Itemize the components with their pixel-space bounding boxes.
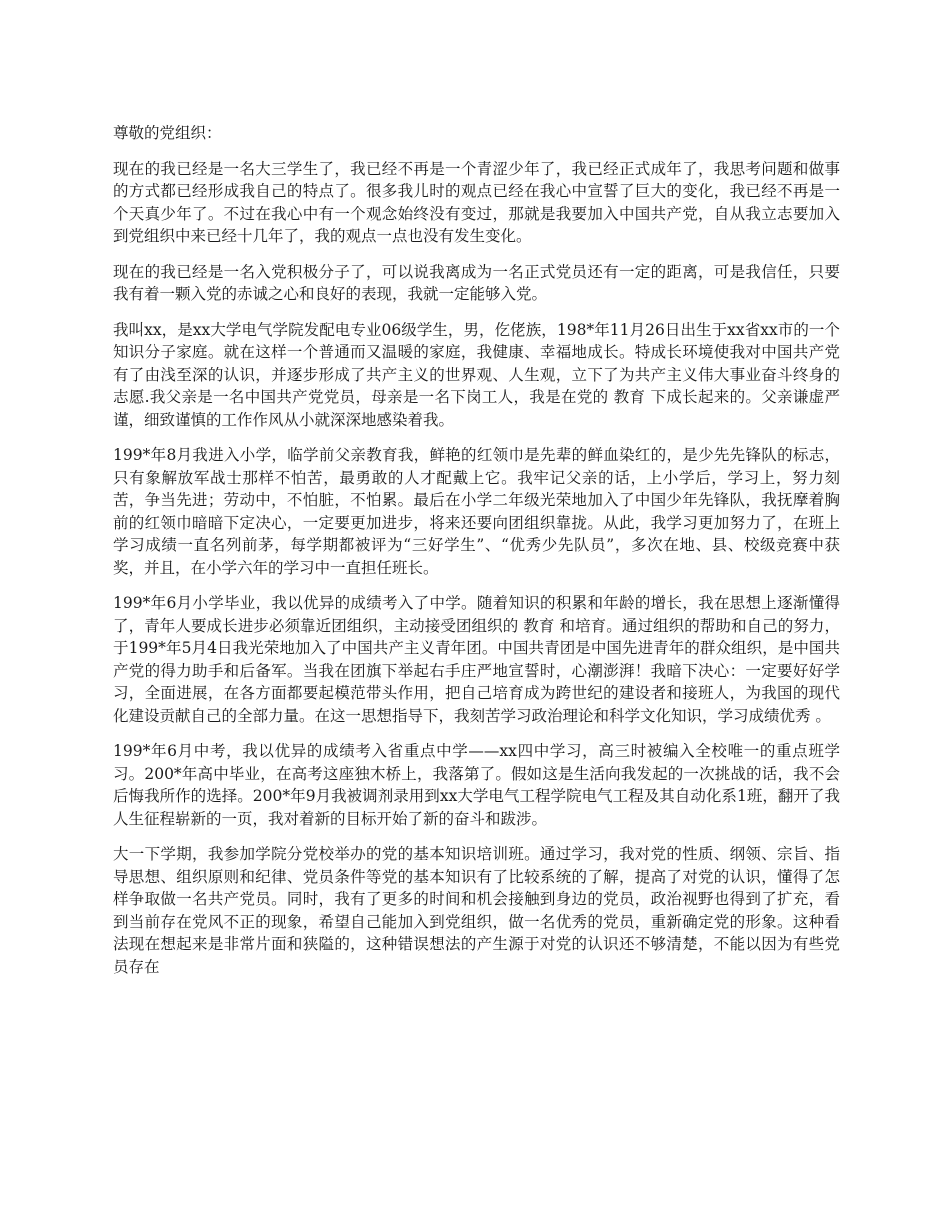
paragraph-4: 199*年8月我进入小学，临学前父亲教育我，鲜艳的红领巾是先辈的鲜血染红的，是少先先锋队的标志，只有象解放军战士那样不怕苦，最勇敢的人才配戴上它。我牢记父亲的话，上小学后，学习上，努力刻苦，争当先进；劳动中，不怕脏，不怕累。最后在小学二年级光荣地加入了中国少年先锋队，我抚摩着胸前的红领巾暗暗下定决心，一定要更加进步，将来还要向团组织靠拢。从此，我学习更加努力了，在班上学习成绩一直名列前茅，每学期都被评为“三好学生”、“优秀少先队员”，多次在地、县、校级竞赛中获奖，并且，在小学六年的学习中一直担任班长。 (113, 446, 840, 577)
paragraph-6: 199*年6月中考，我以优异的成绩考入省重点中学——xx四中学习，高三时被编入全校唯一的重点班学习。200*年高中毕业，在高考这座独木桥上，我落第了。假如这是生活向我发起的一次挑战的话，我不会后悔我所作的选择。200*年9月我被调剂录用到xx大学电气工程学院电气工程及其自动化系1班，翻开了我人生征程崭新的一页，我对着新的目标开始了新的奋斗和跋涉。 (113, 742, 840, 828)
paragraph-5: 199*年6月小学毕业，我以优异的成绩考入了中学。随着知识的积累和年龄的增长，我在思想上逐渐懂得了，青年人要成长进步必须靠近团组织，主动接受团组织的 教育 和培育。通过组织的帮助和自己的努力，于199*年5月4日我光荣地加入了中国共产主义青年团。中国共青团是中国先进青年的群众组织，是中国共产党的得力助手和后备军。当我在团旗下举起右手庄严地宣誓时，心潮澎湃！我暗下决心：一定要好好学习，全面进展，在各方面都要起模范带头作用，把自己培育成为跨世纪的建设者和接班人，为我国的现代化建设贡献自己的全部力量。在这一思想指导下，我刻苦学习政治理论和科学文化知识，学习成绩优秀 。 (113, 594, 840, 725)
paragraph-7: 大一下学期，我参加学院分党校举办的党的基本知识培训班。通过学习，我对党的性质、纲领、宗旨、指导思想、组织原则和纪律、党员条件等党的基本知识有了比较系统的了解，提高了对党的认识，懂得了怎样争取做一名共产党员。同时，我有了更多的时间和机会接触到身边的党员，政治视野也得到了扩充，看到当前存在党风不正的现象，希望自己能加入到党组织，做一名优秀的党员，重新确定党的形象。这种看法现在想起来是非常片面和狭隘的，这种错误想法的产生源于对党的认识还不够清楚，不能以因为有些党员存在 (113, 845, 840, 976)
paragraph-3: 我叫xx，是xx大学电气学院发配电专业06级学生，男，仡佬族，198*年11月26日出生于xx省xx市的一个知识分子家庭。就在这样一个普通而又温暖的家庭，我健康、幸福地成长。特成长环境使我对中国共产党有了由浅至深的认识，并逐步形成了共产主义的世界观、人生观，立下了为共产主义伟大事业奋斗终身的志愿.我父亲是一名中国共产党党员，母亲是一名下岗工人，我是在党的 教育 下成长起来的。父亲谦虚严谨，细致谨慎的工作作风从小就深深地感染着我。 (113, 320, 840, 429)
paragraph-2: 现在的我已经是一名入党积极分子了，可以说我离成为一名正式党员还有一定的距离，可是我信任，只要我有着一颗入党的赤诚之心和良好的表现，我就一定能够入党。 (113, 262, 840, 303)
document-page (113, 122, 840, 991)
salutation: 尊敬的党组织： (113, 124, 222, 142)
paragraph-1: 现在的我已经是一名大三学生了，我已经不再是一个青涩少年了，我已经正式成年了，我思考问题和做事的方式都已经形成我自己的特点了。很多我儿时的观点已经在我心中宣誓了巨大的变化，我已经不再是一个天真少年了。不过在我心中有一个观念始终没有变过，那就是我要加入中国共产党，自从我立志要加入到党组织中来已经十几年了，我的观点一点也没有发生变化。 (113, 159, 840, 245)
